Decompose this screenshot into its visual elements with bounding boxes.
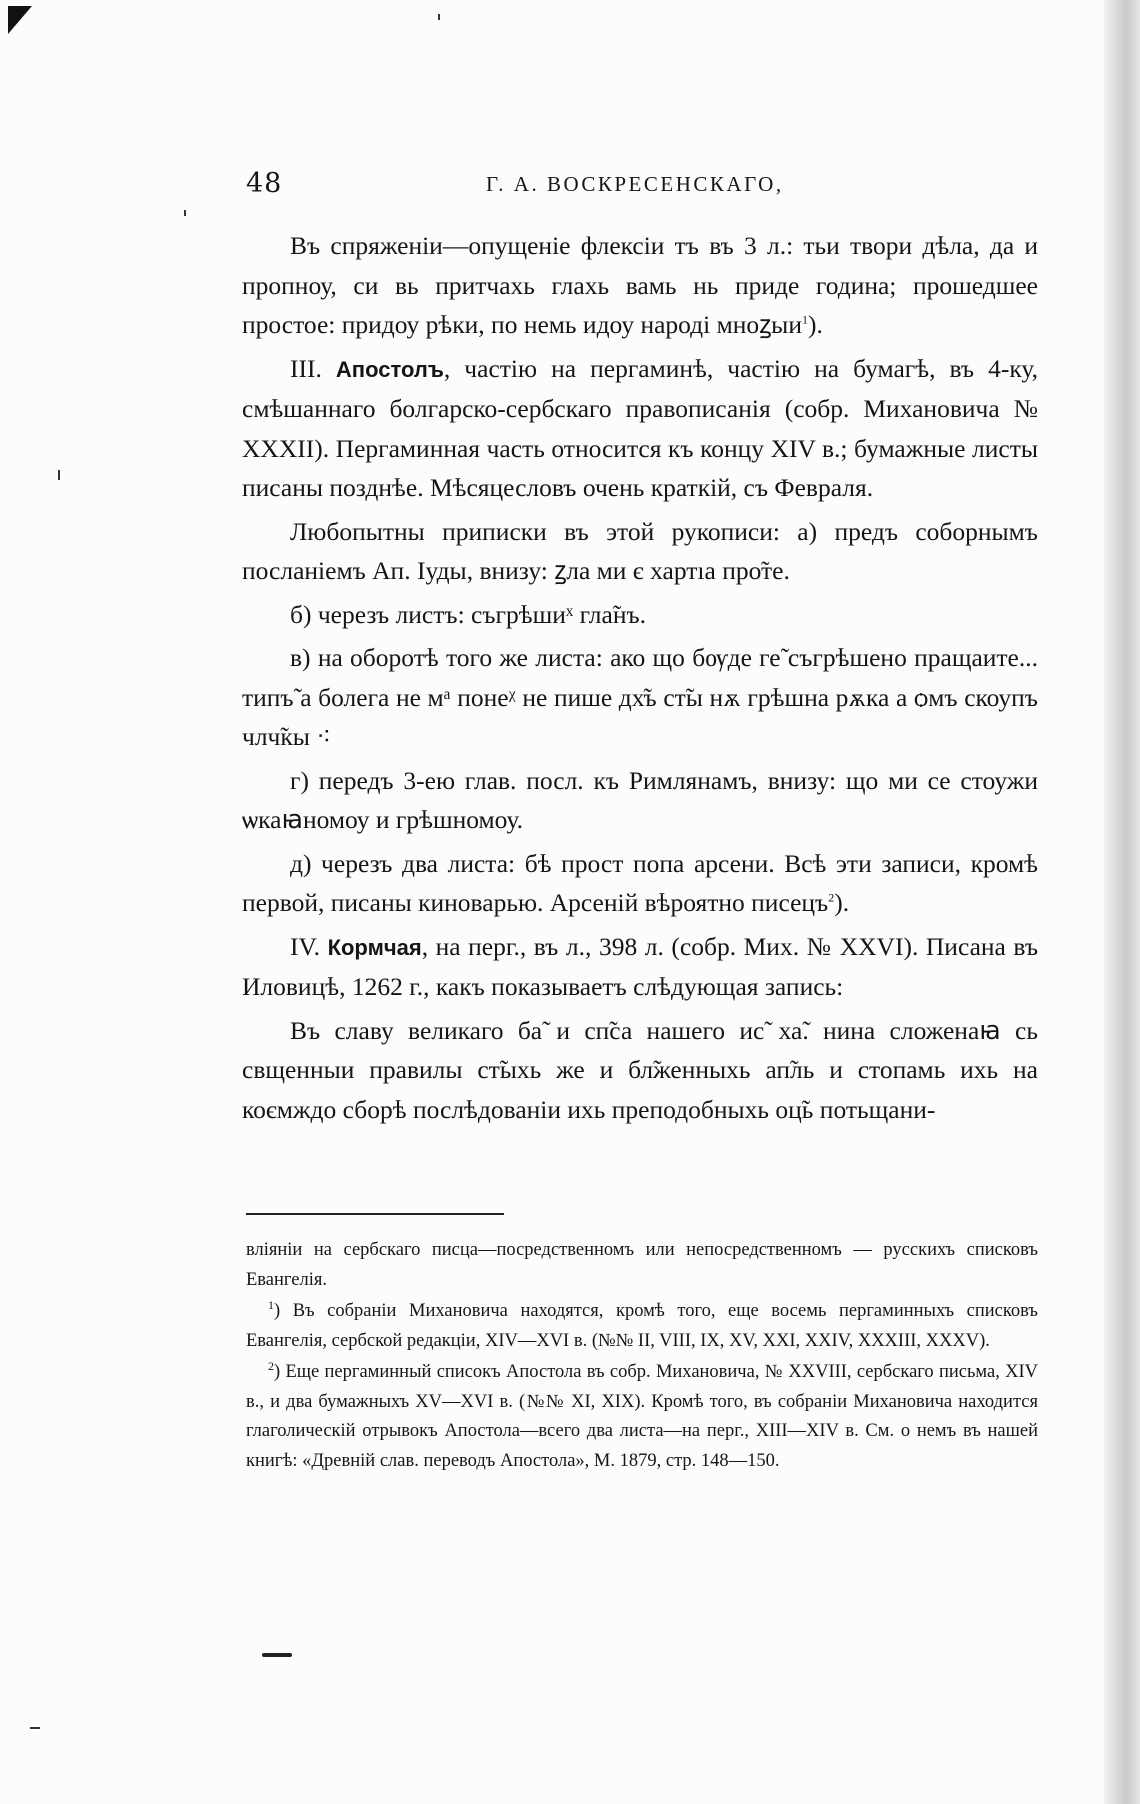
paragraph: г) передъ 3-ею глав. посл. къ Римлянамъ, внизу: що ми се стоужи ѡкаꙗномоу и грѣшномоу.: [242, 765, 1038, 834]
scan-speck: [438, 14, 440, 20]
page-edge-shadow: [1104, 0, 1140, 1804]
running-title: Г. А. ВОСКРЕСЕНСКАГО,: [486, 172, 784, 196]
footnote-rule: [246, 1213, 504, 1215]
manuscript-title: Кормчая: [327, 934, 422, 960]
footnote-continuation: вліяніи на сербскаго писца—посредственномъ или непосредственномъ — русскихъ списковъ Евангелія.: [246, 1240, 1038, 1290]
page-header: [246, 168, 1036, 208]
footnote: $^1$) Въ собраніи Михановича находятся, кромѣ того, еще восемь пергаминныхъ списковъ Евангелія, сербской редакціи, XIV—XVI в. (№№ II, VIII, IX, XV, XXI, XXIV, XXXIII, XXXV).: [246, 1297, 1038, 1351]
scan-corner-mark: [8, 6, 32, 34]
printer-mark: [262, 1653, 292, 1657]
manuscript-title: Апостолъ: [335, 356, 444, 382]
section-label: III.: [290, 353, 322, 383]
scan-speck: [58, 470, 60, 480]
paragraph: д) черезъ два листа: бѣ прост попа арсени. Всѣ эти записи, кромѣ первой, писаны киноварью. Арсеній вѣроятно писецъ$^2$).: [242, 848, 1038, 917]
footnote-ref: 2: [828, 890, 835, 905]
footnote-ref: 1: [801, 312, 808, 327]
footnote-mark: 2: [268, 1358, 274, 1373]
footnote-mark: 1: [268, 1297, 274, 1312]
section-label: IV.: [290, 931, 320, 961]
paragraph: Въ славу великаго ба̃ и сп̃са нашего ис̃ ха̃. нина сложенаꙗ сь свщенныи правилы ст̃ыхь же и бл̃женныхь ап̃ль и стопамь ихь на коємждо сборѣ послѣдованіи ихь преподобныхь оц̃ь потьщани-: [242, 1015, 1038, 1124]
page-number: 48: [246, 168, 283, 199]
paragraph: Въ спряженіи—опущеніе флексіи тъ въ 3 л.: тьи твори дѣла, да и пропноу, си вь притчахь глахь вамь нь приде година; прошедшее простое: придоу рѣки, по немь идоу народі мноꙁыи$^1$).: [242, 231, 1038, 339]
main-text: [242, 226, 1038, 1133]
paragraph-apostol: III. Апостолъ, частію на пергаминѣ, частію на бумагѣ, въ 4-ку, смѣшаннаго болгарско-сербскаго правописанія (собр. Михановича № XXXII). Пергаминная часть относится къ концу XIV в.; бумажные листы писаны позднѣе. Мѣсяцесловъ очень краткій, съ Февраля.: [242, 353, 1038, 502]
paragraph-kormchaya: IV. Кормчая, на перг., въ л., 398 л. (собр. Мих. № XXVI). Писана въ Иловицѣ, 1262 г., какъ показываетъ слѣдующая запись:: [242, 931, 1039, 1001]
paragraph: Любопытны приписки въ этой рукописи: а) предъ соборнымъ посланіемъ Ап. Іуды, внизу: ꙁла ми є хартıа про̃те.: [242, 516, 1038, 585]
footnote: $^2$) Еще пергаминный списокъ Апостола въ собр. Михановича, № XXVIII, сербскаго письма, XIV в., и два бумажныхъ XV—XVI в. (№№ XI, XIX). Кромѣ того, въ собраніи Михановича находится глаголическій отрывокъ Апостола—всего два листа—на перг., XIII—XIV в. См. о немъ въ нашей книгѣ: «Древній слав. переводъ Апостола», М. 1879, стр. 148—150.: [246, 1358, 1038, 1471]
paragraph: в) на оборотѣ того же листа: ако що бѹде ге̃ съгрѣшено пращаите... типъ̃ а болега не мᵃ понеᵡ не пише дх̃ъ ст̃ы нѫ грѣшна рѫка а ѻмъ скоупъ члч̃кы ⁖: [242, 643, 1038, 751]
scan-speck: [184, 210, 186, 216]
paragraph: б) черезъ листъ: съгрѣшиˣ гла̃нъ.: [290, 599, 647, 629]
footnotes: [246, 1236, 1038, 1478]
scan-speck: [30, 1727, 40, 1729]
